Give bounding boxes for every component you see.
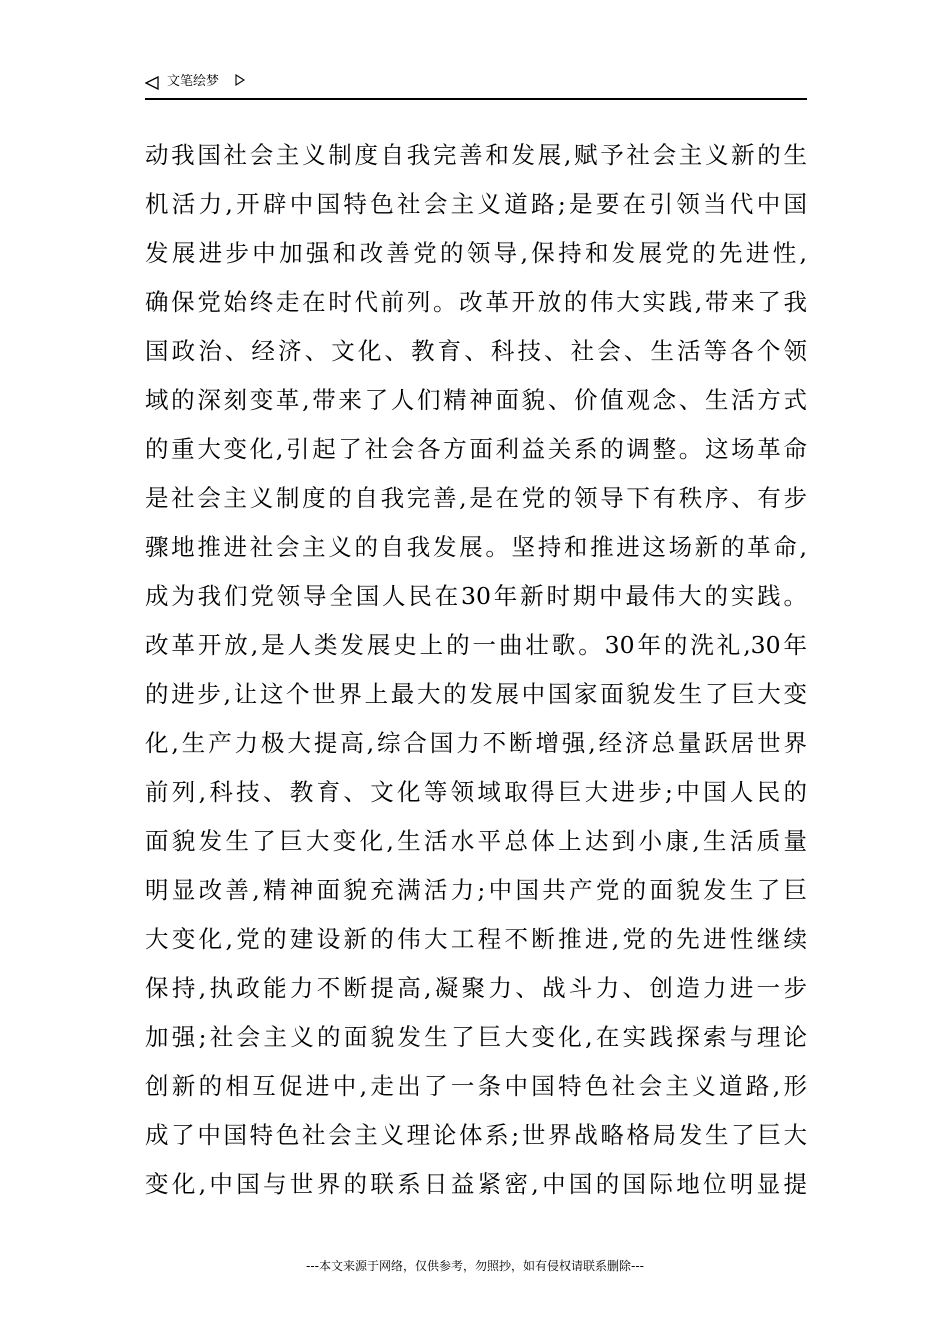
page-header xyxy=(145,70,807,100)
text-line: 确保党始终走在时代前列。改革开放的伟大实践,带来了我 xyxy=(145,288,807,316)
text-line: 机活力,开辟中国特色社会主义道路;是要在引领当代中国 xyxy=(145,190,807,218)
text-line: 保持,执政能力不断提高,凝聚力、战斗力、创造力进一步 xyxy=(145,974,807,1002)
text-line: 大变化,党的建设新的伟大工程不断推进,党的先进性继续 xyxy=(145,925,807,953)
text-line: 成为我们党领导全国人民在30年新时期中最伟大的实践。 xyxy=(145,582,807,610)
triangle-right-outline-icon xyxy=(235,74,245,86)
text-line: 是社会主义制度的自我完善,是在党的领导下有秩序、有步 xyxy=(145,484,807,512)
text-line: 动我国社会主义制度自我完善和发展,赋予社会主义新的生 xyxy=(145,141,807,169)
text-line: 的进步,让这个世界上最大的发展中国家面貌发生了巨大变 xyxy=(145,680,807,708)
text-line: 明显改善,精神面貌充满活力;中国共产党的面貌发生了巨 xyxy=(145,876,807,904)
text-line: 化,生产力极大提高,综合国力不断增强,经济总量跃居世界 xyxy=(145,729,807,757)
body-text xyxy=(145,131,807,1209)
header-title: 文笔绘梦 xyxy=(167,74,220,89)
text-line: 成了中国特色社会主义理论体系;世界战略格局发生了巨大 xyxy=(145,1121,807,1149)
text-line: 国政治、经济、文化、教育、科技、社会、生活等各个领 xyxy=(145,337,807,365)
text-line: 改革开放,是人类发展史上的一曲壮歌。30年的洗礼,30年 xyxy=(145,631,807,659)
text-line: 创新的相互促进中,走出了一条中国特色社会主义道路,形 xyxy=(145,1072,807,1100)
footer-disclaimer: ---本文来源于网络，仅供参考，勿照抄，如有侵权请联系删除--- xyxy=(306,1259,644,1273)
text-line: 加强;社会主义的面貌发生了巨大变化,在实践探索与理论 xyxy=(145,1023,807,1051)
text-line: 的重大变化,引起了社会各方面利益关系的调整。这场革命 xyxy=(145,435,807,463)
text-line: 前列,科技、教育、文化等领域取得巨大进步;中国人民的 xyxy=(145,778,807,806)
text-line: 骤地推进社会主义的自我发展。坚持和推进这场新的革命, xyxy=(145,533,807,561)
text-line: 发展进步中加强和改善党的领导,保持和发展党的先进性, xyxy=(145,239,807,267)
text-line: 变化,中国与世界的联系日益紧密,中国的国际地位明显提 xyxy=(145,1170,807,1198)
triangle-left-outline-icon xyxy=(145,76,159,90)
text-line: 域的深刻变革,带来了人们精神面貌、价值观念、生活方式 xyxy=(145,386,807,414)
text-line: 面貌发生了巨大变化,生活水平总体上达到小康,生活质量 xyxy=(145,827,807,855)
